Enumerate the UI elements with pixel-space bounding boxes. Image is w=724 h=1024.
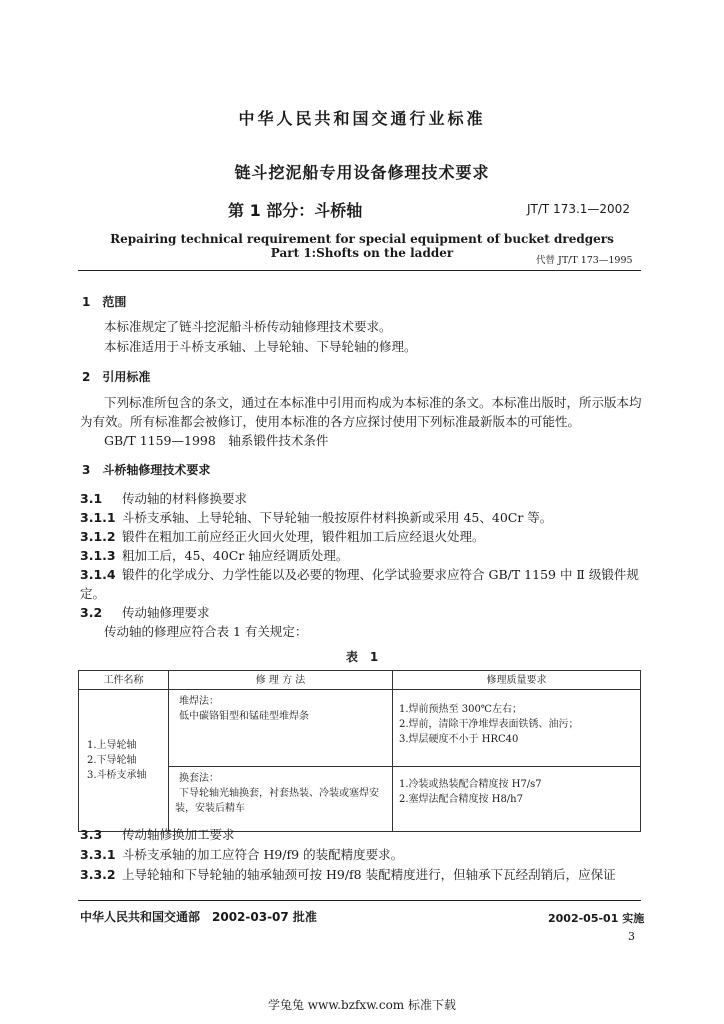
repair-requirements-table xyxy=(78,670,641,832)
section-1-para-2: 本标准适用于斗桥支承轴、上导轮轴、下导轮轴的修理。 xyxy=(104,339,417,354)
page-number: 3 xyxy=(628,930,635,943)
section-1-para-1: 本标准规定了链斗挖泥船斗桥传动轴修理技术要求。 xyxy=(104,319,392,334)
requirement-item: 2.塞焊法配合精度按 H8/h7 xyxy=(399,794,523,805)
org-standard-title: 中华人民共和国交通行业标准 xyxy=(238,109,486,128)
clause-number: 3.1.2 xyxy=(80,529,116,544)
clause-3-1-4-continuation: 定。 xyxy=(80,586,106,601)
clause-3-3-2 xyxy=(80,866,616,883)
requirement-item: 2.焊前，清除干净堆焊表面铁锈、油污； xyxy=(399,719,579,730)
parts-cell xyxy=(79,690,169,832)
footer-rule xyxy=(78,900,641,901)
effective-date: 2002-05-01 实施 xyxy=(548,912,645,925)
table-header-row xyxy=(79,671,641,690)
table-header-cell: 工件名称 xyxy=(79,671,169,690)
section-2-para-line-2: 为有效。所有标准都会被修订，使用本标准的各方应探讨使用下列标准最新版本的可能性。 xyxy=(80,414,581,429)
issuing-authority: 中华人民共和国交通部 2002-03-07 批准 xyxy=(80,910,317,924)
clause-number: 3.1 xyxy=(80,491,103,506)
section-3-heading: 3 斗桥轴修理技术要求 xyxy=(82,463,211,477)
table-header-cell: 修理质量要求 xyxy=(393,671,641,690)
method-title: 换套法： xyxy=(179,773,219,784)
part-item: 3.斗桥支承轴 xyxy=(87,770,147,781)
clause-text: 斗桥支承轴、上导轮轴、下导轮轴一般按原件材料换新或采用 45、40Cr 等。 xyxy=(122,510,553,525)
clause-text: 粗加工后，45、40Cr 轴应经调质处理。 xyxy=(122,548,349,563)
clause-3-2 xyxy=(80,604,210,621)
clause-3-1 xyxy=(80,490,247,507)
document-part-title: 第 1 部分：斗桥轴 xyxy=(228,201,363,220)
clause-number: 3.3.2 xyxy=(80,867,116,882)
standard-code: JT/T 173.1—2002 xyxy=(527,202,630,216)
requirement-cell xyxy=(393,690,641,767)
requirement-cell xyxy=(393,767,641,832)
clause-text: 斗桥支承轴的加工应符合 H9/f9 的装配精度要求。 xyxy=(122,847,404,862)
section-2-heading: 2 引用标准 xyxy=(82,370,151,384)
method-title: 堆焊法： xyxy=(179,696,219,707)
requirement-item: 3.焊层硬度不小于 HRC40 xyxy=(399,734,519,745)
clause-text: 上导轮轴和下导轮轴的轴承轴颈可按 H9/f8 装配精度进行，但轴承下瓦经刮销后，应保证 xyxy=(122,867,616,882)
requirement-item: 1.冷装或热装配合精度按 H7/s7 xyxy=(399,779,542,790)
clause-3-3-1 xyxy=(80,846,403,863)
table-header-cell: 修 理 方 法 xyxy=(169,671,393,690)
method-description-continuation: 装，安装后精车 xyxy=(175,803,245,814)
clause-3-3 xyxy=(80,826,235,843)
clause-text: 传动轴修换加工要求 xyxy=(122,827,235,842)
section-2-para-line-1: 下列标准所包含的条文，通过在本标准中引用而构成为本标准的条文。本标准出版时，所示版本均 xyxy=(104,395,642,410)
method-cell xyxy=(169,767,393,832)
header-rule xyxy=(78,270,641,271)
document-title: 链斗挖泥船专用设备修理技术要求 xyxy=(234,163,490,182)
part-item: 1.上导轮轴 xyxy=(87,740,137,751)
clause-number: 3.3 xyxy=(80,827,103,842)
clause-number: 3.1.1 xyxy=(80,510,116,525)
normative-reference: GB/T 1159—1998 轴系锻件技术条件 xyxy=(104,433,329,448)
clause-number: 3.1.3 xyxy=(80,548,116,563)
method-description: 下导轮轴光轴换套，衬套热装、冷装或塞焊安 xyxy=(179,788,379,799)
english-title: Repairing technical requirement for special equipment of bucket dredgers xyxy=(110,232,614,246)
clause-text: 锻件的化学成分、力学性能以及必要的物理、化学试验要求应符合 GB/T 1159 中 Ⅱ 级锻件规 xyxy=(122,567,639,582)
section-1-heading: 1 范围 xyxy=(82,295,127,309)
clause-number: 3.3.1 xyxy=(80,847,116,862)
clause-text: 传动轴修理要求 xyxy=(122,605,210,620)
requirement-item: 1.焊前预热至 300℃左右； xyxy=(399,704,522,715)
clause-number: 3.1.4 xyxy=(80,567,116,582)
table-row xyxy=(79,690,641,767)
part-item: 2.下导轮轴 xyxy=(87,755,137,766)
table-caption: 表 1 xyxy=(345,650,379,664)
clause-3-1-2 xyxy=(80,528,485,545)
method-description: 低中碳铬钼型和锰硅型堆焊条 xyxy=(179,711,309,722)
clause-number: 3.2 xyxy=(80,605,103,620)
replaces-note: 代替 JT/T 173—1995 xyxy=(536,255,633,266)
english-part-title: Part 1:Shofts on the ladder xyxy=(270,246,454,260)
method-cell xyxy=(169,690,393,767)
watermark-footer: 学兔兔 www.bzfxw.com 标准下载 xyxy=(267,998,457,1012)
clause-3-2-intro: 传动轴的修理应符合表 1 有关规定： xyxy=(104,624,308,639)
clause-text: 锻件在粗加工前应经正火回火处理，锻件粗加工后应经退火处理。 xyxy=(122,529,485,544)
clause-3-1-4 xyxy=(80,566,639,583)
clause-3-1-1 xyxy=(80,509,552,526)
clause-text: 传动轴的材料修换要求 xyxy=(122,491,248,506)
clause-3-1-3 xyxy=(80,547,348,564)
